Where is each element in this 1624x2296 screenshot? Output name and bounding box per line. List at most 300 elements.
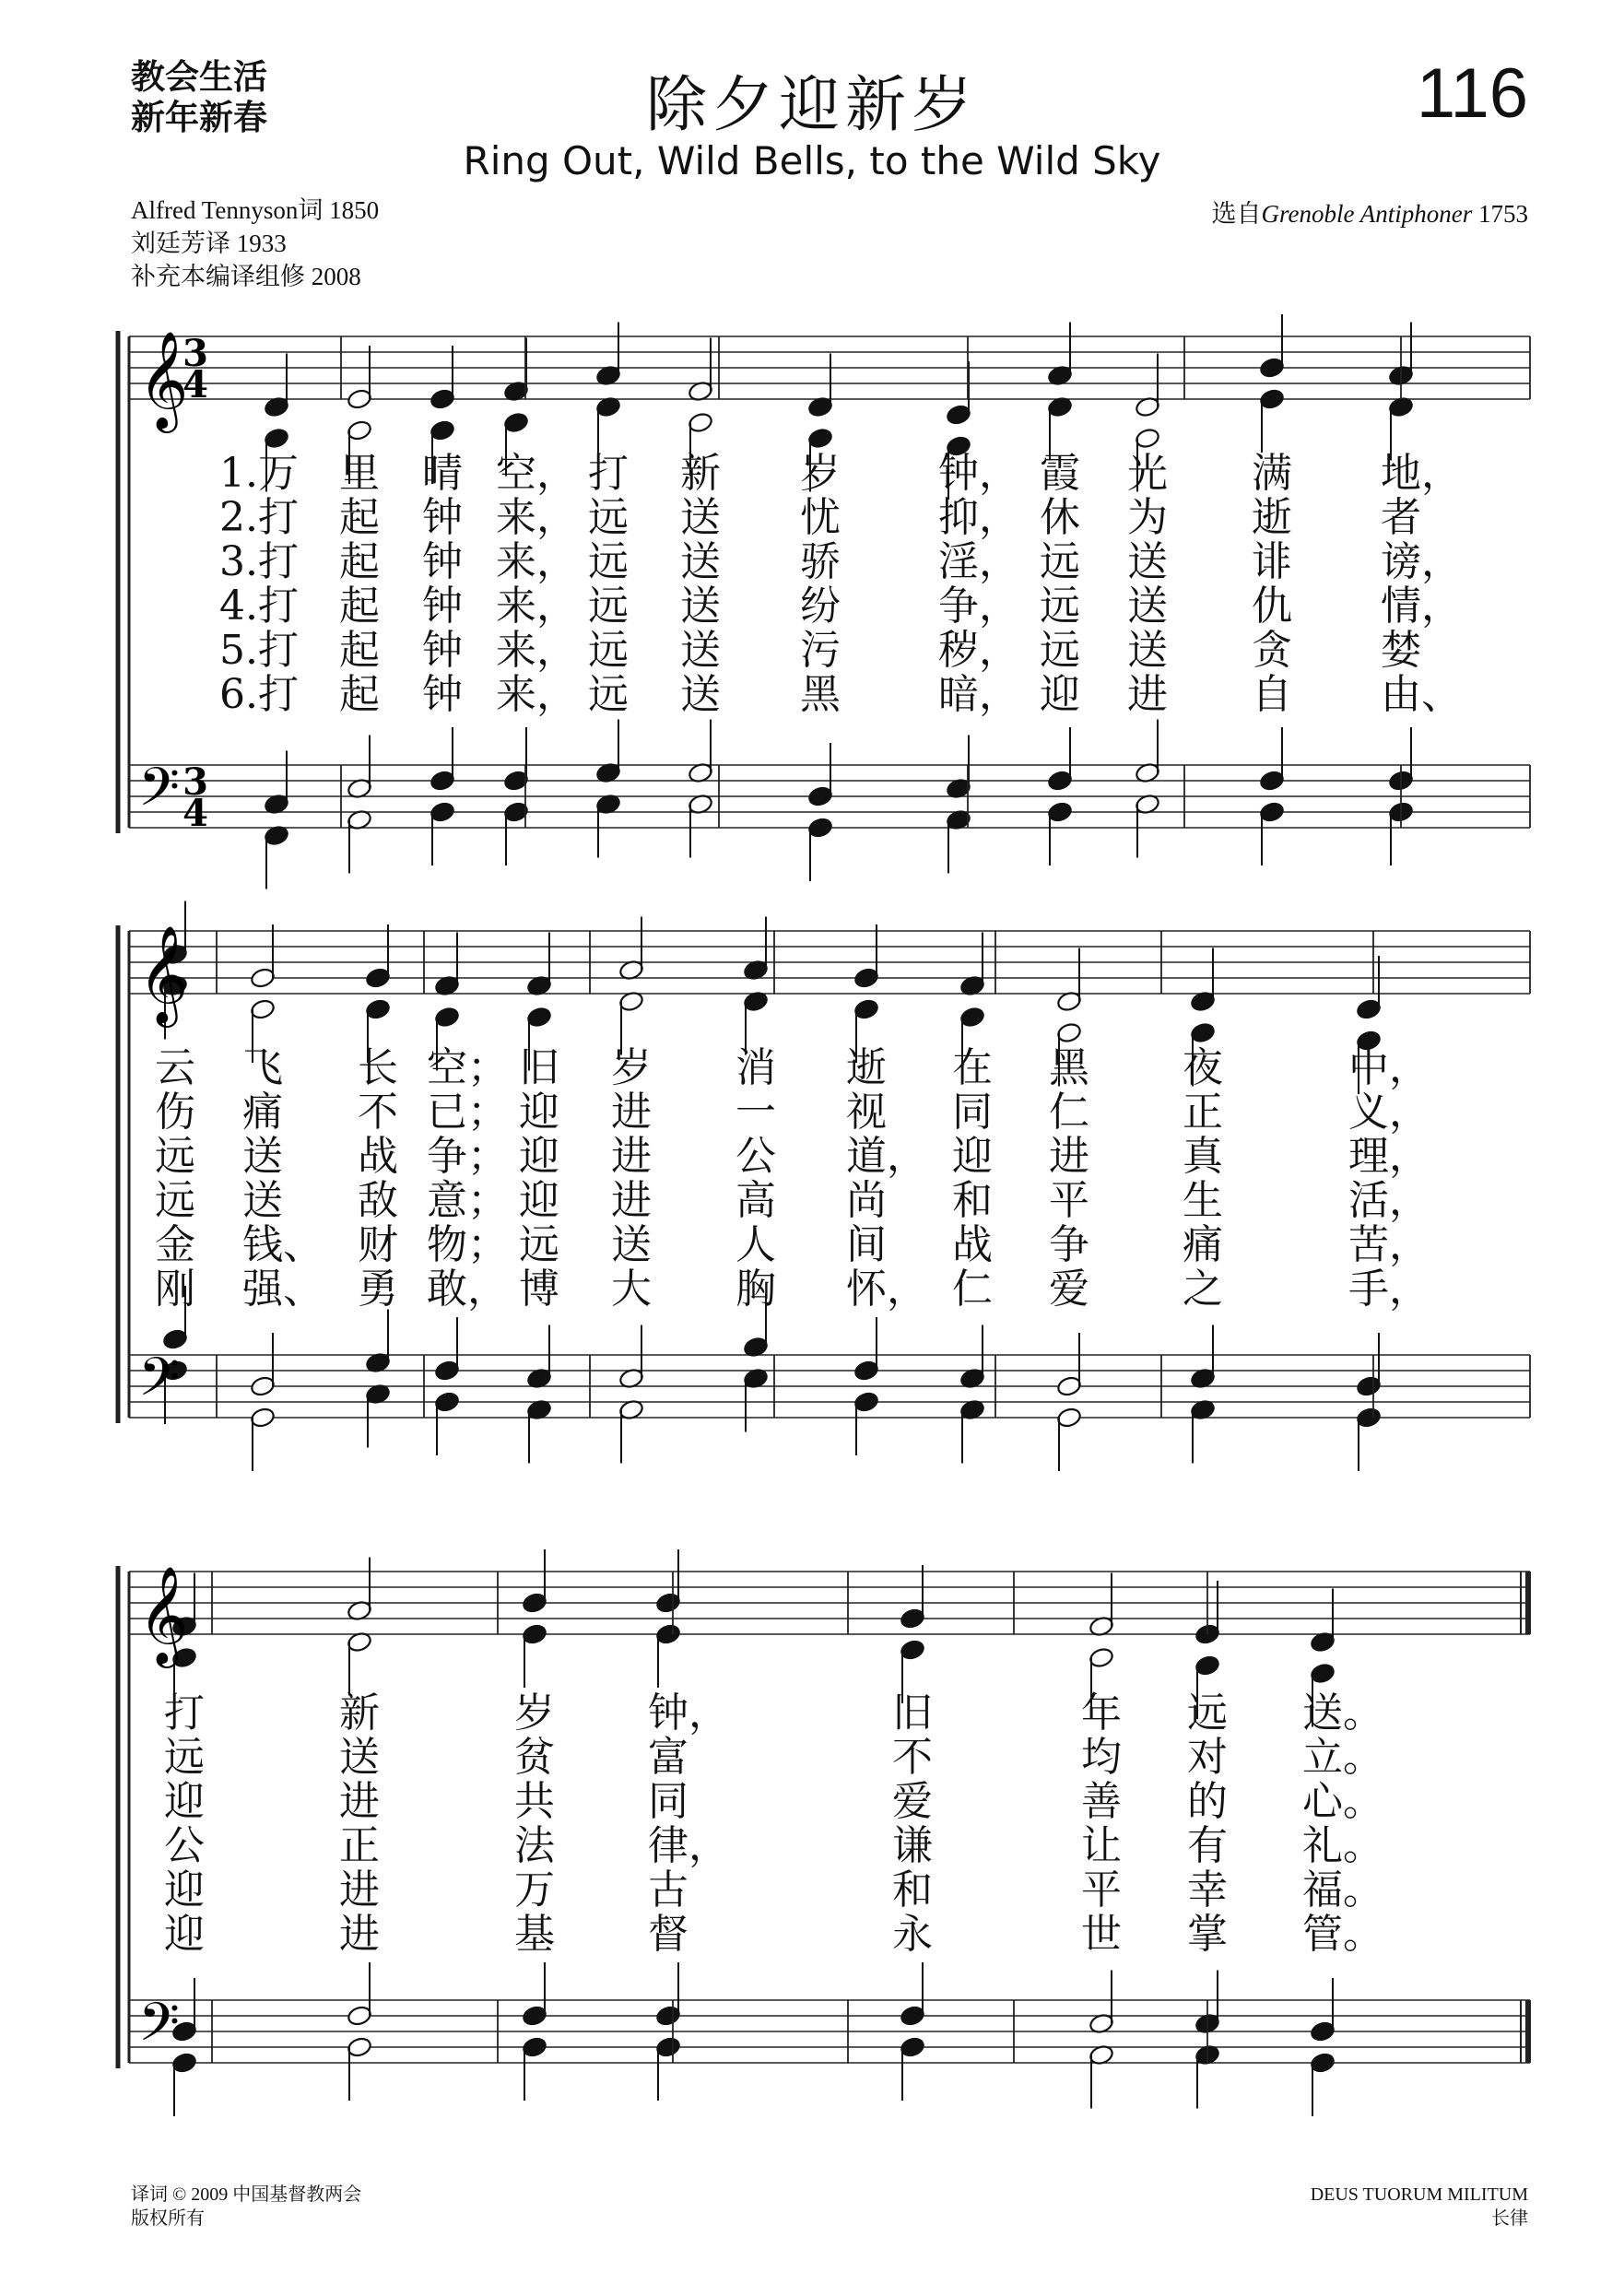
- lyric-syllable: 者: [1381, 494, 1421, 541]
- category-line-2: 新年新春: [131, 98, 267, 137]
- treble-note-alto: [430, 419, 455, 442]
- treble-note: [853, 967, 879, 989]
- lyric-syllable: 大: [611, 1266, 652, 1313]
- lyric-syllable: 共: [514, 1778, 555, 1825]
- lyric-syllable: 钟，: [648, 1690, 729, 1737]
- bass-note-bass: [1356, 1407, 1382, 1429]
- lyric-syllable: 仁: [1049, 1089, 1089, 1136]
- bass-note-bass: [522, 2036, 547, 2058]
- bass-note-tenor: [807, 785, 833, 807]
- lyric-syllable: 光: [1127, 450, 1168, 497]
- treble-note-alto: [503, 411, 529, 433]
- lyric-syllable: 进: [339, 1778, 380, 1825]
- lyric-syllable: 活，: [1348, 1177, 1430, 1224]
- lyric-syllable: 起: [339, 538, 380, 585]
- bass-staff: [129, 720, 1530, 889]
- lyric-syllable: 进: [611, 1177, 652, 1224]
- lyric-syllable: 手，: [1348, 1266, 1430, 1313]
- lyric-syllable: 间: [846, 1221, 887, 1268]
- lyric-syllable: 霞: [1040, 450, 1080, 497]
- lyric-syllable: 忧: [800, 494, 841, 541]
- lyric-syllable: 岁: [514, 1690, 555, 1737]
- lyric-syllable: 中，: [1348, 1044, 1430, 1091]
- treble-note-alto: [853, 998, 879, 1020]
- lyric-syllable: 战: [358, 1133, 398, 1180]
- bass-note-tenor: [900, 2005, 925, 2027]
- lyric-syllable: 博: [519, 1266, 559, 1313]
- lyric-syllable: 进: [1127, 671, 1168, 718]
- lyric-syllable: 法: [514, 1822, 555, 1869]
- lyric-syllable: 古: [648, 1866, 688, 1913]
- lyric-syllable: 来，: [496, 583, 577, 630]
- lyric-syllable: 婪: [1381, 627, 1421, 674]
- lyric-syllable: 起: [339, 627, 380, 674]
- lyric-syllable: 由、: [1381, 671, 1462, 718]
- lyric-syllable: 一: [736, 1089, 776, 1136]
- lyric-syllable: 视: [846, 1089, 887, 1136]
- treble-note-alto: [434, 1006, 460, 1028]
- lyric-verse-6: [129, 1267, 1530, 1312]
- lyric-syllable: 生: [1183, 1177, 1223, 1224]
- lyric-syllable: 世: [1081, 1911, 1122, 1958]
- bass-note-bass: [250, 1407, 276, 1429]
- treble-clef-icon: 𝄞: [138, 1565, 189, 1664]
- lyric-syllable: 财: [358, 1221, 398, 1268]
- bass-clef-icon: 𝄢: [138, 756, 181, 831]
- bass-note-tenor: [250, 1375, 276, 1397]
- tune-credit-prefix: 选自: [1211, 200, 1262, 228]
- lyric-syllable: 送: [680, 494, 721, 541]
- lyric-syllable: 礼。: [1302, 1822, 1383, 1869]
- lyric-syllable: 起: [339, 494, 380, 541]
- lyric-syllable: 3.打: [219, 538, 299, 585]
- lyric-syllable: 让: [1081, 1822, 1122, 1869]
- treble-note-alto: [688, 411, 713, 433]
- music-system-2: [129, 924, 1530, 1466]
- bass-note-bass: [807, 817, 833, 839]
- lyric-syllable: 的: [1187, 1778, 1228, 1825]
- lyric-syllable: 迎: [164, 1911, 205, 1958]
- lyric-syllable: 道，: [846, 1133, 927, 1180]
- lyric-syllable: 远: [164, 1734, 205, 1781]
- lyric-syllable: 黑: [800, 671, 841, 718]
- lyric-syllable: 2.打: [219, 494, 299, 541]
- author-credit: Alfred Tennyson词 1850: [131, 196, 380, 224]
- lyric-syllable: 迎: [164, 1866, 205, 1913]
- lyric-syllable: 爱: [892, 1778, 933, 1825]
- treble-note-alto: [1190, 1021, 1216, 1043]
- lyric-syllable: 刚: [155, 1266, 195, 1313]
- bass-note-bass: [655, 2036, 681, 2058]
- lyric-verse-1: [129, 1691, 1530, 1736]
- bass-note-tenor: [1056, 1375, 1082, 1397]
- lyric-syllable: 痛: [1183, 1221, 1223, 1268]
- bass-note-tenor: [1310, 2020, 1336, 2043]
- lyric-syllable: 送。: [1302, 1690, 1383, 1737]
- lyric-syllable: 纷: [800, 583, 841, 630]
- lyric-syllable: 打: [164, 1690, 205, 1737]
- lyric-syllable: 善: [1081, 1778, 1122, 1825]
- lyric-verse-3: [129, 1135, 1530, 1179]
- lyric-syllable: 年: [1081, 1690, 1122, 1737]
- lyric-syllable: 起: [339, 671, 380, 718]
- lyric-syllable: 污: [800, 627, 841, 674]
- lyric-verse-6: [129, 1913, 1530, 1957]
- treble-note-alto: [959, 1006, 985, 1028]
- lyric-syllable: 送: [1127, 538, 1168, 585]
- lyric-verse-5: [129, 1223, 1530, 1267]
- lyric-syllable: 公: [164, 1822, 205, 1869]
- lyric-verse-2: [129, 1090, 1530, 1135]
- bass-staff: [129, 1962, 1530, 2116]
- lyric-syllable: 4.打: [219, 583, 299, 630]
- tune-credit-year: 1753: [1472, 200, 1528, 228]
- lyric-syllable: 立。: [1302, 1734, 1383, 1781]
- lyric-syllable: 远: [155, 1177, 195, 1224]
- lyric-syllable: 和: [892, 1866, 933, 1913]
- treble-note: [946, 404, 971, 426]
- bass-staff: [129, 1286, 1530, 1471]
- lyric-syllable: 远: [588, 583, 629, 630]
- lyric-syllable: 敌: [358, 1177, 398, 1224]
- lyric-syllable: 远: [155, 1133, 195, 1180]
- lyric-syllable: 为: [1127, 494, 1168, 541]
- lyric-syllable: 消: [736, 1044, 776, 1091]
- lyric-syllable: 远: [588, 494, 629, 541]
- bass-note-tenor: [1356, 1375, 1382, 1397]
- lyric-syllable: 送: [339, 1734, 380, 1781]
- lyric-syllable: 淫，: [938, 538, 1019, 585]
- copyright-notice: [131, 2183, 361, 2231]
- lyric-syllable: 仁: [952, 1266, 993, 1313]
- lyric-verse-3: [129, 1780, 1530, 1824]
- lyric-syllable: 来，: [496, 538, 577, 585]
- lyric-syllable: 暗，: [938, 671, 1019, 718]
- lyric-syllable: 黑: [1049, 1044, 1089, 1091]
- lyric-syllable: 远: [1040, 583, 1080, 630]
- text-credits: [131, 194, 379, 293]
- lyric-syllable: 长: [358, 1044, 398, 1091]
- lyric-syllable: 贫: [514, 1734, 555, 1781]
- lyric-syllable: 贪: [1252, 627, 1292, 674]
- category-line-1: 教会生活: [131, 57, 267, 97]
- revision-credit: 补充本编译组修 2008: [131, 263, 361, 290]
- treble-note-alto: [1194, 1654, 1220, 1677]
- lyric-syllable: 空，: [496, 450, 577, 497]
- lyric-verse-4: [129, 584, 1530, 629]
- lyric-syllable: 义，: [1348, 1089, 1430, 1136]
- bass-clef-icon: 𝄢: [138, 1991, 181, 2066]
- meter: 长律: [1491, 2208, 1528, 2229]
- lyric-syllable: 逝: [1252, 494, 1292, 541]
- lyric-verse-6: [129, 673, 1530, 717]
- treble-note: [250, 967, 276, 989]
- lyric-syllable: 远: [588, 671, 629, 718]
- lyric-syllable: 打: [588, 450, 629, 497]
- bass-note-tenor: [522, 2005, 547, 2027]
- treble-note-alto: [655, 1623, 681, 1645]
- lyric-syllable: 进: [611, 1133, 652, 1180]
- lyric-syllable: 公: [736, 1133, 776, 1180]
- lyric-syllable: 敢，: [427, 1266, 508, 1313]
- lyric-verse-1: [129, 452, 1530, 496]
- lyric-syllable: 飞: [242, 1044, 283, 1091]
- lyric-syllable: 物；: [427, 1221, 508, 1268]
- bass-note-bass: [1047, 801, 1073, 823]
- treble-note-alto: [347, 419, 372, 442]
- tune-info: [1311, 2183, 1528, 2231]
- treble-note-alto: [1310, 1662, 1336, 1684]
- lyric-syllable: 不: [892, 1734, 933, 1781]
- treble-note-alto: [807, 427, 833, 449]
- bass-note-bass: [1259, 801, 1285, 823]
- lyric-syllable: 尚: [846, 1177, 887, 1224]
- lyric-syllable: 送: [680, 671, 721, 718]
- lyric-syllable: 旧: [519, 1044, 559, 1091]
- lyric-syllable: 钟: [422, 494, 463, 541]
- treble-clef-icon: 𝄞: [138, 924, 189, 1023]
- lyric-syllable: 地，: [1381, 450, 1462, 497]
- tune-name: DEUS TUORUM MILITUM: [1310, 2184, 1528, 2205]
- lyric-syllable: 送: [1127, 627, 1168, 674]
- lyric-syllable: 逝: [846, 1044, 887, 1091]
- lyric-syllable: 同: [952, 1089, 993, 1136]
- lyric-syllable: 平: [1049, 1177, 1089, 1224]
- treble-note-alto: [1089, 1646, 1114, 1668]
- lyric-syllable: 富: [648, 1734, 688, 1781]
- bass-note-bass: [430, 801, 455, 823]
- lyric-syllable: 万: [514, 1866, 555, 1913]
- hymn-number: 116: [1416, 54, 1528, 133]
- time-signature-bottom-bass: 4: [182, 792, 208, 835]
- lyric-syllable: 旧: [892, 1690, 933, 1737]
- lyric-syllable: 远: [1040, 627, 1080, 674]
- lyric-syllable: 钟: [422, 627, 463, 674]
- lyric-syllable: 5.打: [219, 627, 299, 674]
- lyric-syllable: 爱: [1049, 1266, 1089, 1313]
- bass-note-bass: [853, 1391, 879, 1413]
- lyric-syllable: 岁: [611, 1044, 652, 1091]
- lyric-syllable: 来，: [496, 627, 577, 674]
- lyric-syllable: 送: [242, 1133, 283, 1180]
- treble-note: [1356, 998, 1382, 1020]
- lyric-verse-1: [129, 1046, 1530, 1090]
- bass-note-tenor: [655, 2005, 681, 2027]
- lyric-syllable: 谦: [892, 1822, 933, 1869]
- lyric-syllable: 休: [1040, 494, 1080, 541]
- bass-note-bass: [347, 2036, 372, 2058]
- lyric-syllable: 督: [648, 1911, 688, 1958]
- lyric-syllable: 迎: [1040, 671, 1080, 718]
- lyric-syllable: 远: [588, 538, 629, 585]
- lyric-syllable: 远: [519, 1221, 559, 1268]
- treble-note-alto: [1135, 427, 1160, 449]
- treble-note: [347, 388, 372, 410]
- lyric-syllable: 理，: [1348, 1133, 1430, 1180]
- bass-note-tenor: [1047, 770, 1073, 792]
- lyric-syllable: 心。: [1302, 1778, 1383, 1825]
- lyric-syllable: 之: [1183, 1266, 1223, 1313]
- lyric-syllable: 送: [611, 1221, 652, 1268]
- lyric-verse-3: [129, 540, 1530, 584]
- treble-note: [1259, 357, 1285, 379]
- lyric-syllable: 均: [1081, 1734, 1122, 1781]
- lyric-syllable: 争，: [938, 583, 1019, 630]
- lyric-verse-4: [129, 1824, 1530, 1868]
- treble-note: [900, 1607, 925, 1630]
- lyric-syllable: 进: [339, 1911, 380, 1958]
- hymn-title-english: Ring Out, Wild Bells, to the Wild Sky: [463, 138, 1161, 183]
- lyric-syllable: 进: [611, 1089, 652, 1136]
- lyric-syllable: 金: [155, 1221, 195, 1268]
- lyric-syllable: 平: [1081, 1866, 1122, 1913]
- lyric-syllable: 新: [339, 1690, 380, 1737]
- lyric-syllable: 6.打: [219, 671, 299, 718]
- lyric-syllable: 新: [680, 450, 721, 497]
- bass-note-bass: [1056, 1407, 1082, 1429]
- translator-credit: 刘廷芳译 1933: [131, 230, 287, 257]
- lyric-syllable: 骄: [800, 538, 841, 585]
- lyric-syllable: 1.万: [219, 450, 299, 497]
- treble-note-alto: [900, 1639, 925, 1661]
- lyric-syllable: 钱、: [242, 1221, 324, 1268]
- lyric-syllable: 来，: [496, 671, 577, 718]
- lyric-syllable: 仇: [1252, 583, 1292, 630]
- lyric-syllable: 送: [680, 627, 721, 674]
- lyric-syllable: 勇: [358, 1266, 398, 1313]
- time-signature-top-treble: 3: [182, 332, 208, 375]
- lyric-syllable: 来，: [496, 494, 577, 541]
- treble-note-alto: [1056, 1021, 1082, 1043]
- lyric-syllable: 怀，: [846, 1266, 927, 1313]
- treble-note-alto: [250, 998, 276, 1020]
- lyric-syllable: 基: [514, 1911, 555, 1958]
- lyric-syllable: 律，: [648, 1822, 729, 1869]
- lyric-syllable: 战: [952, 1221, 993, 1268]
- lyric-syllable: 远: [1187, 1690, 1228, 1737]
- lyric-verse-4: [129, 1179, 1530, 1223]
- lyric-syllable: 远: [588, 627, 629, 674]
- lyric-syllable: 起: [339, 583, 380, 630]
- lyric-syllable: 钟: [422, 538, 463, 585]
- treble-clef-icon: 𝄞: [138, 330, 189, 429]
- tune-credit-source: Grenoble Antiphoner: [1261, 200, 1473, 228]
- lyric-syllable: 自: [1252, 671, 1292, 718]
- copyright-line-2: 版权所有: [131, 2208, 205, 2229]
- lyric-syllable: 送: [242, 1177, 283, 1224]
- lyric-syllable: 秽，: [938, 627, 1019, 674]
- lyric-syllable: 对: [1187, 1734, 1228, 1781]
- lyric-syllable: 已；: [427, 1089, 508, 1136]
- lyric-syllable: 迎: [519, 1133, 559, 1180]
- lyric-syllable: 意；: [427, 1177, 508, 1224]
- lyric-syllable: 抑，: [938, 494, 1019, 541]
- lyric-syllable: 迎: [164, 1778, 205, 1825]
- lyric-syllable: 幸: [1187, 1866, 1228, 1913]
- lyric-syllable: 夜: [1183, 1044, 1223, 1091]
- lyric-syllable: 正: [1183, 1089, 1223, 1136]
- lyric-syllable: 进: [1049, 1133, 1089, 1180]
- treble-note: [522, 1592, 547, 1614]
- lyric-syllable: 迎: [519, 1177, 559, 1224]
- treble-note-alto: [365, 998, 391, 1020]
- lyric-syllable: 云: [155, 1044, 195, 1091]
- music-system-3: [129, 1565, 1530, 2115]
- lyric-syllable: 情，: [1381, 583, 1462, 630]
- lyric-syllable: 诽: [1252, 538, 1292, 585]
- time-signature-bottom-treble: 4: [182, 363, 208, 406]
- bass-note-tenor: [434, 1360, 460, 1382]
- lyric-syllable: 空；: [427, 1044, 508, 1091]
- bass-note-bass: [434, 1391, 460, 1413]
- treble-note-alto: [526, 1006, 552, 1028]
- lyric-syllable: 正: [339, 1822, 380, 1869]
- bass-note-tenor: [347, 2005, 372, 2027]
- lyric-syllable: 掌: [1187, 1911, 1228, 1958]
- lyric-syllable: 送: [680, 538, 721, 585]
- lyric-syllable: 福。: [1302, 1866, 1383, 1913]
- bass-note-tenor: [430, 770, 455, 792]
- lyric-syllable: 迎: [519, 1089, 559, 1136]
- lyric-syllable: 远: [1040, 538, 1080, 585]
- lyric-verse-5: [129, 629, 1530, 673]
- lyric-syllable: 满: [1252, 450, 1292, 497]
- lyric-syllable: 钟，: [938, 450, 1019, 497]
- bass-note-bass: [1310, 2052, 1336, 2074]
- lyric-syllable: 晴: [422, 450, 463, 497]
- lyric-syllable: 送: [1127, 583, 1168, 630]
- lyric-syllable: 不: [358, 1089, 398, 1136]
- lyric-syllable: 岁: [800, 450, 841, 497]
- lyric-verse-5: [129, 1868, 1530, 1913]
- lyric-syllable: 痛: [242, 1089, 283, 1136]
- music-system-1: [129, 304, 1530, 857]
- lyric-syllable: 送: [680, 583, 721, 630]
- treble-note-alto: [264, 427, 289, 449]
- lyric-syllable: 同: [648, 1778, 688, 1825]
- hymn-title-chinese: 除夕迎新岁: [646, 69, 978, 140]
- treble-note: [430, 388, 455, 410]
- lyric-syllable: 管。: [1302, 1911, 1383, 1958]
- lyric-syllable: 苦，: [1348, 1221, 1430, 1268]
- lyric-syllable: 进: [339, 1866, 380, 1913]
- lyric-syllable: 钟: [422, 583, 463, 630]
- lyric-syllable: 钟: [422, 671, 463, 718]
- lyric-syllable: 伤: [155, 1089, 195, 1136]
- lyric-syllable: 在: [952, 1044, 993, 1091]
- lyric-syllable: 高: [736, 1177, 776, 1224]
- lyric-syllable: 有: [1187, 1822, 1228, 1869]
- lyric-syllable: 争: [1049, 1221, 1089, 1268]
- lyric-syllable: 胸: [736, 1266, 776, 1313]
- lyric-syllable: 强、: [242, 1266, 324, 1313]
- lyric-verse-2: [129, 1736, 1530, 1780]
- lyric-verse-2: [129, 496, 1530, 540]
- treble-note-alto: [522, 1623, 547, 1645]
- bass-note-bass: [900, 2036, 925, 2058]
- tune-credit: [1212, 194, 1528, 230]
- lyric-syllable: 里: [339, 450, 380, 497]
- lyric-syllable: 争；: [427, 1133, 508, 1180]
- time-signature-top-bass: 3: [182, 760, 208, 804]
- treble-note-alto: [1259, 388, 1285, 410]
- bass-note-tenor: [853, 1360, 879, 1382]
- lyric-syllable: 真: [1183, 1133, 1223, 1180]
- lyric-syllable: 和: [952, 1177, 993, 1224]
- lyric-syllable: 永: [892, 1911, 933, 1958]
- lyric-syllable: 迎: [952, 1133, 993, 1180]
- treble-note: [365, 967, 391, 989]
